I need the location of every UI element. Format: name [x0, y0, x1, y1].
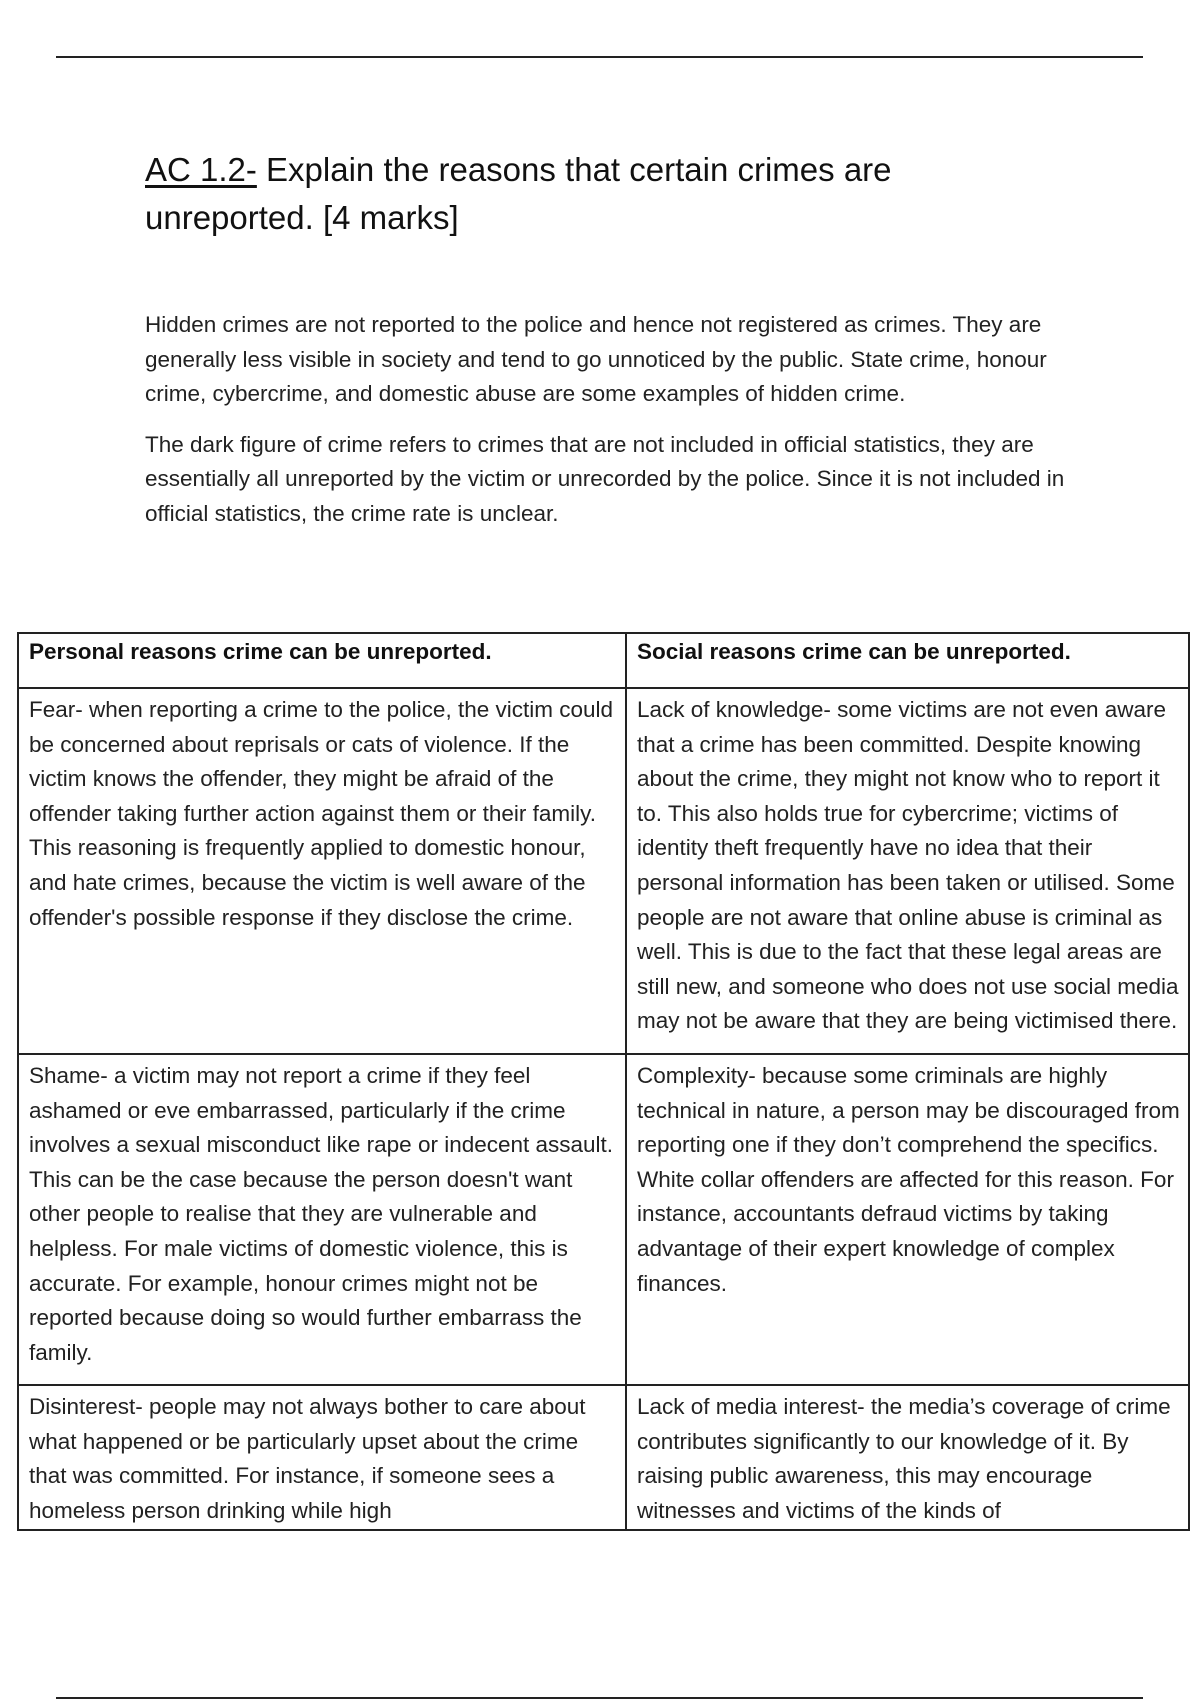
table-row — [18, 688, 1189, 1054]
cell-shame: Shame- a victim may not report a crime if they feel ashamed or eve embarrassed, particularly if the crime involves a sexual misconduct like rape or indecent assault. This can be the case because the person doesn't want other people to realise that they are vulnerable and helpless. For male victims of domestic violence, this is accurate. For example, honour crimes might not be reported because doing so would further embarrass the family. — [18, 1054, 626, 1385]
header-social-reasons: Social reasons crime can be unreported. — [626, 633, 1189, 688]
cell-lack-of-knowledge: Lack of knowledge- some victims are not even aware that a crime has been committed. Despite knowing about the crime, they might not know who to report it to. This also holds true for cybercrime; victims of identity theft frequently have no idea that their personal information has been taken or utilised. Some people are not aware that online abuse is criminal as well. This is due to the fact that these legal areas are still new, and someone who does not use social media may not be aware that they are being victimised there. — [626, 688, 1189, 1054]
page-title — [145, 146, 945, 242]
cell-complexity: Complexity- because some criminals are highly technical in nature, a person may be discouraged from reporting one if they don’t comprehend the specifics. White collar offenders are affected for this reason. For instance, accountants defraud victims by taking advantage of their expert knowledge of complex finances. — [626, 1054, 1189, 1385]
intro-paragraph-dark-figure: The dark figure of crime refers to crimes that are not included in official statistics, they are essentially all unreported by the victim or unrecorded by the police. Since it is not included in official statistics, the crime rate is unclear. — [145, 431, 1065, 526]
cell-lack-of-media-interest: Lack of media interest- the media’s coverage of crime contributes significantly to our knowledge of it. By raising public awareness, this may encourage witnesses and victims of the kinds of — [626, 1385, 1189, 1529]
header-personal-reasons: Personal reasons crime can be unreported. — [18, 633, 626, 688]
intro-paragraph-hidden-crime: Hidden crimes are not reported to the police and hence not registered as crimes. They are generally less visible in society and tend to go unnoticed by the public. State crime, honour crime, cybercrime, and domestic abuse are some examples of hidden crime. — [145, 312, 1047, 407]
assessment-code: AC 1.2- — [145, 151, 257, 188]
table-row — [18, 1385, 1189, 1529]
title-text: Explain the reasons that certain crimes are unreported. [4 marks] — [145, 151, 892, 236]
cell-disinterest: Disinterest- people may not always bother to care about what happened or be particularly upset about the crime that was committed. For instance, if someone sees a homeless person drinking while high — [18, 1385, 626, 1529]
cell-fear: Fear- when reporting a crime to the police, the victim could be concerned about reprisals or cats of violence. If the victim knows the offender, they might be afraid of the offender taking further action against them or their family. This reasoning is frequently applied to domestic honour, and hate crimes, because the victim is well aware of the offender's possible response if they disclose the crime. — [18, 688, 626, 1054]
table-row — [18, 1054, 1189, 1385]
reasons-table — [17, 632, 1190, 1531]
table-header-row — [18, 633, 1189, 688]
top-rule — [56, 56, 1143, 58]
intro-section — [145, 308, 1065, 548]
bottom-rule — [56, 1697, 1143, 1699]
